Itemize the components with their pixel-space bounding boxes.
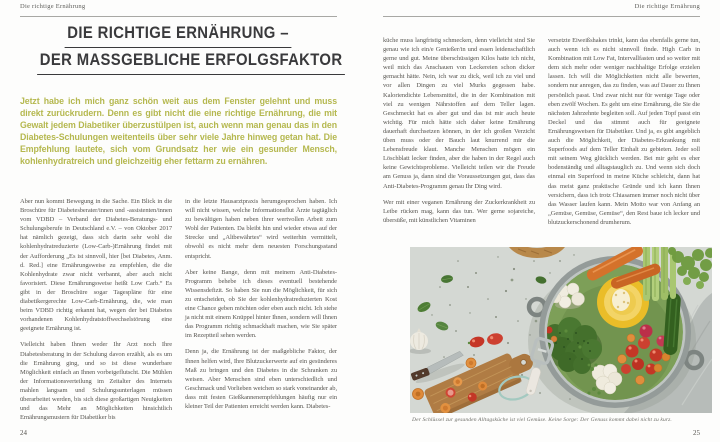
- running-header-left: Die richtige Ernährung: [20, 3, 86, 10]
- body-paragraph: Aber nun kommt Bewegung in die Sache. Ein Blick in die Broschüre für Diabetesberater/innen und -assistenten/innen vom VDBD – Verband der Diabetes-Beratungs- und Schulungsberufe in Deutschland e.V. – von Oktober 2017 hat nämlich gezeigt, dass sich darin sehr wohl die kohlenhydratreduzierte (Low-Carb-)Ernährung findet mit der Aufforderung „Es ist sinnvoll, hier [bei Diabetes, Anm. d. Red.] eine Ernährungsweise zu empfehlen, die die Kohlenhydrate zwar nicht verbannt, aber auch nicht favorisiert. Diese Ernährungsweise heißt Low Carb.“ Es gibt in der Broschüre sogar Tagespläne für eine diabetikergerechte Low-Carb-Ernährung, die, wie man beim VDBD richtig erkannt hat, wegen der bei Diabetes vorhandenen Kohlenhydratstoffwechselstörung eine geeignete Ernährung ist.: [20, 198, 172, 333]
- header-rule-left: [20, 16, 337, 17]
- page-number-right: 25: [693, 429, 700, 437]
- left-page-column-2: [185, 197, 337, 427]
- right-page-column-1: [383, 36, 535, 244]
- body-paragraph: Aber keine Bange, denn mit meinem Anti-Diabetes-Programm behebe ich dieses eventuell bestehende Wissensdefizit. So haben Sie nun die Möglichkeit, für sich zu entscheiden, ob Sie der kohlenhydratreduzierten Kost eine Chance geben möchten oder eben auch nicht. Ich stehe ja nicht mit einem Knüppel hinter Ihnen, sondern will Ihnen das Programm richtig schmackhaft machen, wie Sie später im Rezeptteil sehen werden.: [185, 268, 337, 340]
- right-page-column-2: [548, 36, 700, 244]
- chapter-title-line2: DER MASSGEBLICHE ERFOLGSFAKTOR: [37, 52, 345, 75]
- body-paragraph: küche muss langfristig schmecken, denn vielleicht sind Sie genau wie ich ein/e Genießer/in und essen leidenschaftlich gerne und gut. Meine überschüssigen Kilos hatte ich nicht, weil mich das Anschauen von Leckereien schon dicker gemacht hätte. Nein, ich war zu dick, weil ich zu viel und vor allen Dingen zu viel Murks gegessen habe. Kaloriendichte Lebensmittel, die in der Kombination mit viel zu wenigen Nährstoffen auf dem Teller lagen. Geschmeckt hat es aber gut und das ist mir auch heute wichtig. Für mich hätte sich daher keine Ernährung dauerhaft durchsetzen können, in der ich großen Verzicht üben muss oder der Bauch laut knurrend mir die Lebensfreude klaut. Manche Menschen mögen ein Löschblatt lecker finden, aber die haben in der Regel auch keine Gewichtsprobleme. Vielleicht teilen wir die Freude am Genuss ja, dann sind die Voraussetzungen gut, dass das Anti-Diabetes-Programm genau Ihr Ding wird.: [383, 37, 535, 190]
- body-paragraph: Vielleicht haben Ihnen weder Ihr Arzt noch Ihre Diabetesberatung in der Schulung davon erzählt, als es um die Ernährung ging, und so ist diese wunderbare Möglichkeit einfach an Ihnen vorbeigeflutscht. Die Mühlen der Informationsverteilung im Zeitalter des Internets mahlen langsam und Schulungsunterlagen müssen überarbeitet werden, bis sich diese großartigen Neuigkeiten und das Mehr an Möglichkeiten hinsichtlich Ernährungsmustern für Diabetiker bis: [20, 341, 172, 422]
- chapter-title-line1: DIE RICHTIGE ERNÄHRUNG –: [65, 25, 292, 48]
- page-number-left: 24: [20, 429, 27, 437]
- body-paragraph: in die letzte Hausarztpraxis herumgesprochen haben. Ich will nicht wissen, welche Informationsflut Ärzte tagtäglich zu bewältigen haben neben ihrer wertvollen Arbeit zum Wohl der Patienten. Da bleibt hin und wieder etwas auf der Strecke und „Altbewährtes“ wird weiterhin vermittelt, obwohl es nicht mehr dem neuesten Forschungsstand entspricht.: [185, 198, 337, 260]
- running-header-right: Die richtige Ernährung: [634, 3, 700, 10]
- wicker-basket: [511, 247, 563, 254]
- body-paragraph: Denn ja, die Ernährung ist der maßgebliche Faktor, der Ihnen helfen wird, Ihre Blutzuckerwerte auf ein gesünderes Maß zu bringen und den Diabetes in die Schranken zu weisen. Aber Menschen sind eben unterschiedlich und Geschmack und Vorlieben weichen so stark voneinander ab, dass mit festen Gießkannenempfehlungen häufig nur ein kleiner Teil der Patienten erreicht werden kann. Diabetes-: [185, 348, 337, 410]
- vegetable-photo-illustration: [410, 247, 712, 413]
- body-paragraph: versetzte Eiweißshakes trinkt, kann das ebenfalls gerne tun, auch wenn ich es nicht sinnvoll finde. High Carb in Kombination mit Low Fat, Intervallfasten und so weiter mit dem sich mehr oder weniger nachhaltige Erfolge erzielen lassen. Ich will die Möglichkeiten nicht alle bewerten, sondern nur anregen, das zu finden, was auf Dauer zu Ihnen persönlich passt. Und zwar nicht nur für wenige Tage oder eben zwölf Wochen. Es geht um eine Ernährung, die Sie die nächsten Jahrzehnte begleiten soll. Auf jeden Topf passt ein Deckel und das stimmt auch für geeignete Ernährungsweisen für Diabetiker. Und ja, es gibt angeblich auch die Möglichkeit, der Diabetes-Erkrankung mit Superfoods auf dem Teller Einhalt zu gebieten. Jeder soll mit seinem Weg glücklich werden. Bei mir geht es eher bodenständig und alltagstauglich zu. Und wenn sich doch einmal ein Superfood in meine Küche schleicht, dann hat das meist ganz praktische Gründe und ich kann Ihnen versichern, dass ich trotz Chiasamen immer noch nicht über das Wasser laufen kann. Mein Motto war von Anfang an „Gemüse, Gemüse, Gemüse“, den Rest baue ich lecker und blutzuckerschonend drumherum.: [548, 37, 700, 226]
- header-rule-right: [383, 16, 700, 17]
- page-right: [360, 0, 720, 442]
- left-page-column-1: [20, 197, 172, 427]
- body-paragraph: Wer mit einer veganen Ernährung der Zuckerkrankheit zu Leibe rücken mag, kann das tun. Wer gerne sojareiche, übersüße, mit künstlichen Vitaminen: [383, 198, 535, 224]
- vegetable-photo: [410, 247, 712, 413]
- photo-caption: Der Schlüssel zur gesunden Alltagsküche ist viel Gemüse. Keine Sorge: Der Genuss kommt dabei nicht zu kurz.: [412, 417, 672, 423]
- intro-paragraph: Jetzt habe ich mich ganz schön weit aus dem Fenster gelehnt und muss direkt zurückrudern. Denn es gibt nicht die eine richtige Ernährung, die mit Gewalt jedem Diabetiker überzustülpen ist, auch wenn man genau das in den Diabetes-Schulungen weitenteils über sehr viele Jahre hinweg getan hat. Die Empfehlung lautete, sich vom Grundsatz her wie ein gesunder Mensch, kohlenhydratreich und gleichzeitig eher fettarm zu ernähren.: [20, 96, 337, 166]
- left-page-columns: [20, 197, 337, 427]
- chapter-title: [20, 24, 343, 79]
- right-page-columns: [383, 36, 700, 244]
